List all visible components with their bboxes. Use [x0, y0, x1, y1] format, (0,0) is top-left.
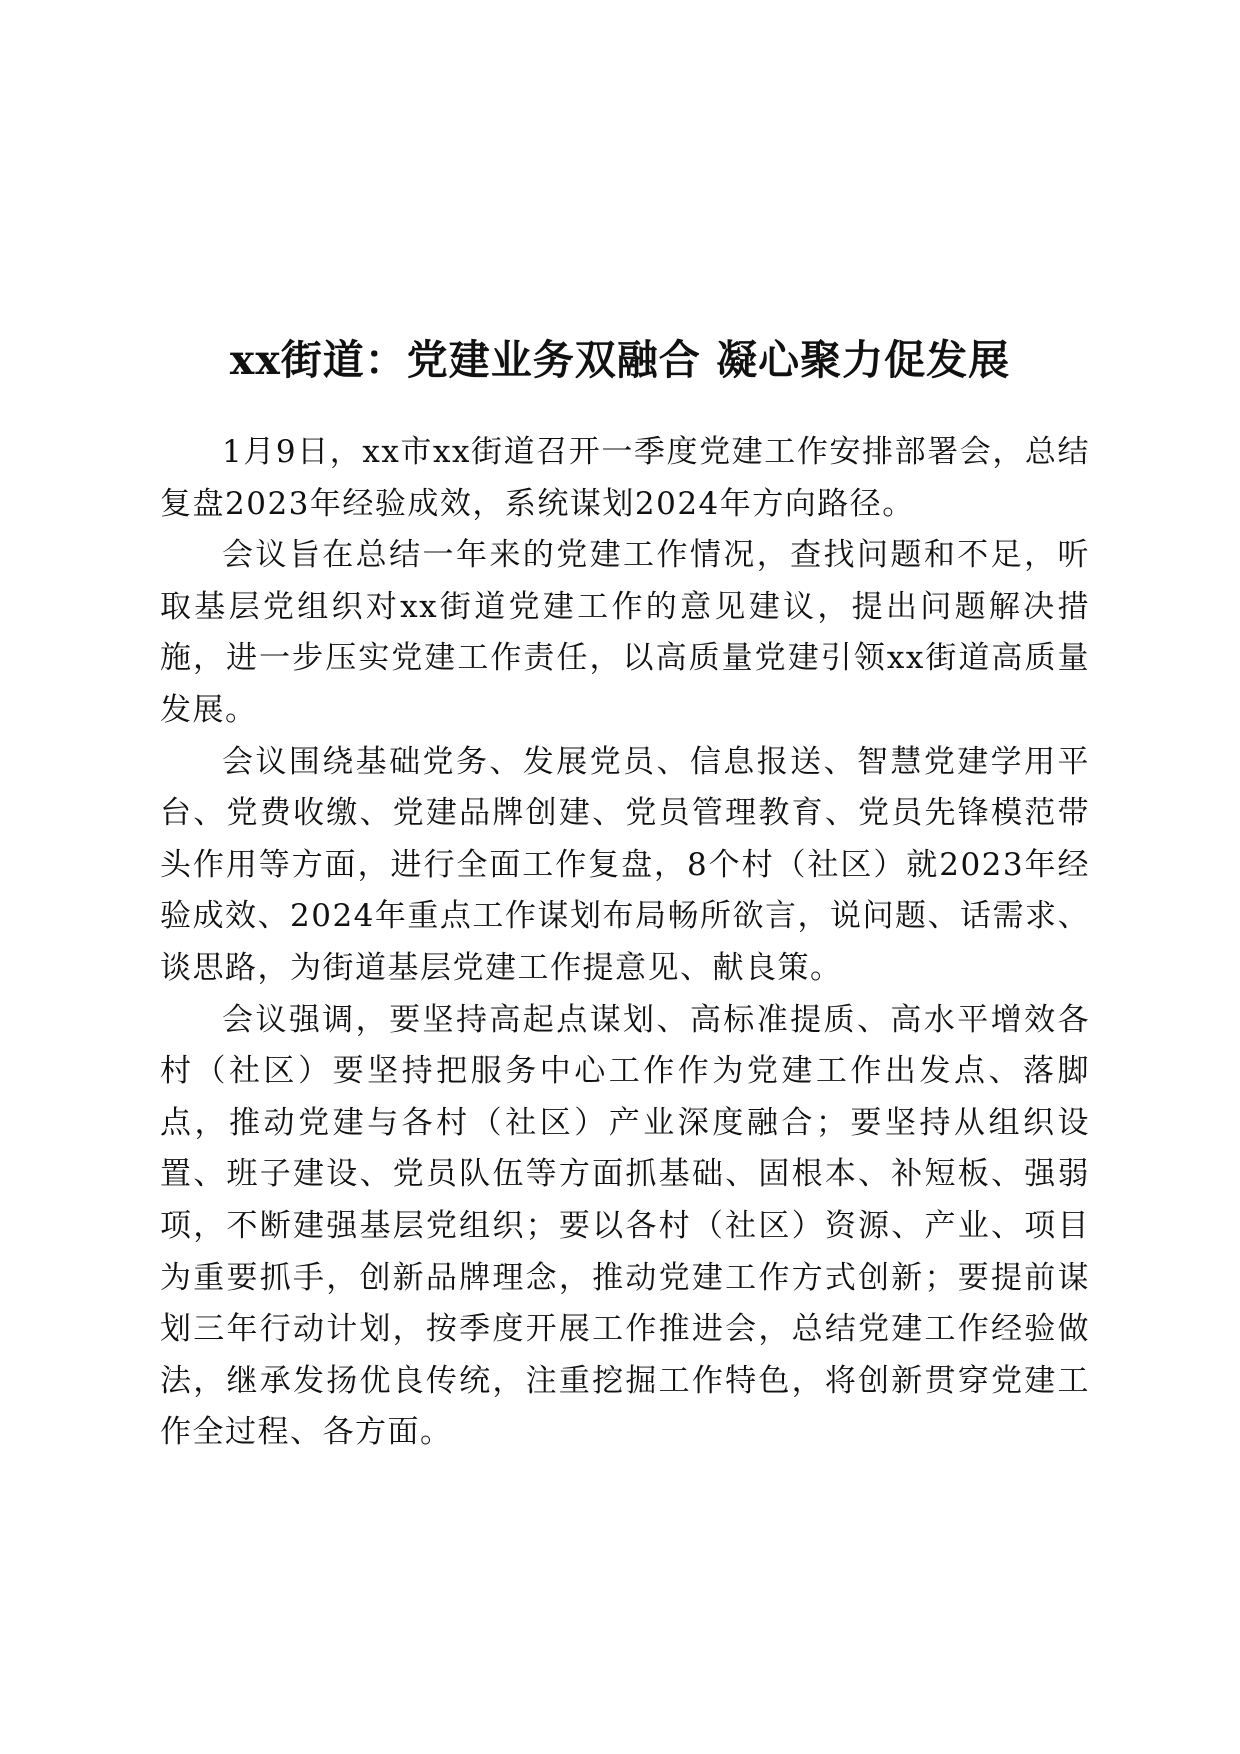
document-body — [160, 427, 1090, 1459]
paragraph-meeting-emphasis: 会议强调，要坚持高起点谋划、高标准提质、高水平增效各村（社区）要坚持把服务中心工作作为党建工作出发点、落脚点，推动党建与各村（社区）产业深度融合；要坚持从组织设置、班子建设、党员队伍等方面抓基础、固根本、补短板、强弱项，不断建强基层党组织；要以各村（社区）资源、产业、项目为重要抓手，创新品牌理念，推动党建工作方式创新；要提前谋划三年行动计划，按季度开展工作推进会，总结党建工作经验做法，继承发扬优良传统，注重挖掘工作特色，将创新贯穿党建工作全过程、各方面。 — [160, 1001, 1090, 1451]
document-title: xx街道：党建业务双融合 凝心聚力促发展 — [229, 336, 1011, 385]
paragraph-meeting-intro: 1月9日，xx市xx街道召开一季度党建工作安排部署会，总结复盘2023年经验成效，系统谋划2024年方向路径。 — [160, 434, 1090, 522]
paragraph-meeting-purpose: 会议旨在总结一年来的党建工作情况，查找问题和不足，听取基层党组织对xx街道党建工作的意见建议，提出问题解决措施，进一步压实党建工作责任，以高质量党建引领xx街道高质量发展。 — [160, 537, 1090, 728]
paragraph-meeting-review: 会议围绕基础党务、发展党员、信息报送、智慧党建学用平台、党费收缴、党建品牌创建、党员管理教育、党员先锋模范带头作用等方面，进行全面工作复盘，8个村（社区）就2023年经验成效、2024年重点工作谋划布局畅所欲言，说问题、话需求、谈思路，为街道基层党建工作提意见、献良策。 — [160, 743, 1090, 986]
